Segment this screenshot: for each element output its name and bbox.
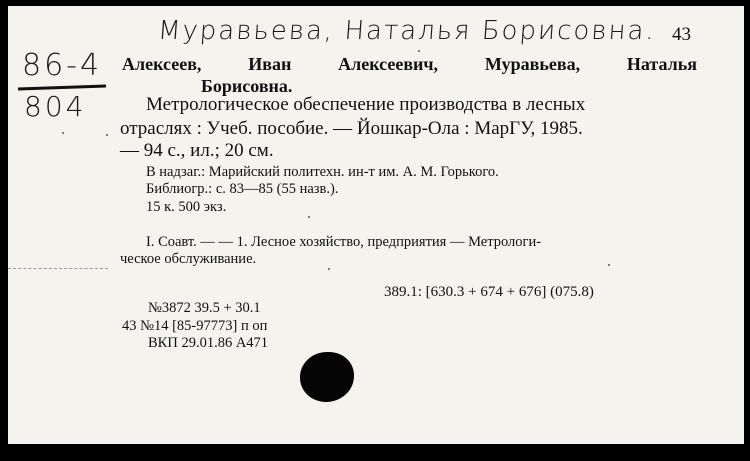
card-scratch-mark [8, 268, 108, 269]
author-heading: Алексеев, Иван Алексеевич, Муравьева, Наталья [122, 54, 697, 74]
speck [608, 264, 610, 266]
speck [308, 216, 310, 218]
handwritten-shelf-number: 804 [24, 90, 87, 123]
punch-hole [300, 352, 354, 402]
speck [62, 132, 64, 134]
title-line-1: Метрологическое обеспечение производства в лесных [146, 94, 586, 115]
note-price-copies: 15 к. 500 экз. [146, 199, 227, 215]
catalog-card [8, 6, 744, 444]
card-page-number: 43 [672, 24, 691, 45]
speck [418, 50, 420, 52]
author-heading-continuation: Борисовна. [201, 76, 293, 96]
udc-classification: 389.1: [630.3 + 674 + 676] (075.8) [384, 284, 594, 300]
note-header: В надзаг.: Марийский политехн. ин-т им. А. М. Горького. [146, 164, 499, 180]
note-bibliography: Библиогр.: с. 83—85 (55 назв.). [146, 181, 339, 197]
subjects-line-1: I. Соавт. — — 1. Лесное хозяйство, предприятия — Метрологи- [146, 234, 542, 250]
handwritten-shelf-code: 86-4 [22, 48, 103, 83]
handwritten-author-name: Муравьева, Наталья Борисовна. [156, 16, 657, 46]
title-line-2: отраслях : Учеб. пособие. — Йошкар-Ола : МарГУ, 1985. [120, 118, 583, 139]
title-line-3: — 94 с., ил.; 20 см. [120, 140, 274, 161]
registry-line-2: 43 №14 [85-97773] п оп [122, 318, 268, 334]
registry-line-1: №3872 39.5 + 30.1 [148, 300, 261, 316]
registry-line-3: ВКП 29.01.86 А471 [148, 335, 269, 351]
subjects-line-2: ческое обслуживание. [120, 251, 257, 267]
speck [328, 268, 330, 270]
speck [106, 134, 108, 136]
